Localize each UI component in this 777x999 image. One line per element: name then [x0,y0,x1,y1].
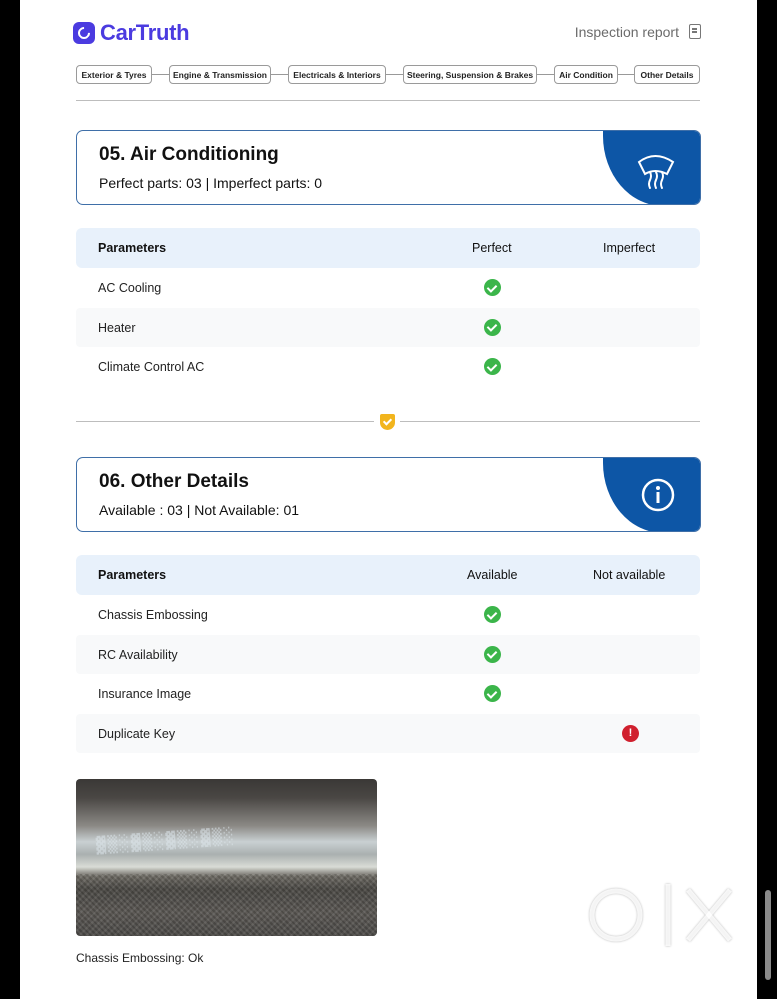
ac-section-card [76,130,701,205]
alert-circle-icon: ! [622,725,639,742]
row-label: AC Cooling [98,281,162,295]
olx-watermark [580,878,740,956]
table-row [76,595,700,635]
check-circle-icon [484,685,501,702]
photo-texture [76,874,377,936]
tab-air-condition[interactable]: Air Condition [554,65,618,84]
ac-table-header [76,228,700,268]
tab-engine-transmission[interactable]: Engine & Transmission [169,65,271,84]
row-label: Insurance Image [98,687,192,701]
row-label: RC Availability [98,647,178,662]
ac-vent-icon [603,130,701,205]
tab-exterior-tyres[interactable]: Exterior & Tyres [76,65,152,84]
table-row [76,268,700,308]
divider-line-left [76,421,374,422]
other-section-summary: Available : 03 | Not Available: 01 [99,502,300,518]
col-perfect: Perfect [472,241,512,255]
col-available: Available [467,568,518,582]
brand-name: CarTruth [100,20,190,45]
cartruth-logo [73,20,189,46]
section-nav [76,65,700,85]
row-label: Duplicate Key [98,726,176,741]
report-page [20,0,757,999]
clipboard-icon[interactable] [689,24,701,39]
other-section-card [76,457,701,532]
photo-caption: Chassis Embossing: Ok [76,951,204,965]
table-row [76,674,700,714]
ac-section-summary: Perfect parts: 03 | Imperfect parts: 0 [99,175,323,191]
row-label: Climate Control AC [98,360,205,374]
tab-electricals-interiors[interactable]: Electricals & Interiors [288,65,386,84]
table-row [76,308,700,348]
check-circle-icon [484,279,501,296]
check-circle-icon [484,606,501,623]
col-parameters: Parameters [98,568,167,582]
section-divider [76,413,700,431]
scrollbar-thumb[interactable] [765,890,771,980]
tab-other-details[interactable]: Other Details [634,65,700,84]
other-table [76,555,700,753]
table-row [76,635,700,675]
col-imperfect: Imperfect [603,241,656,255]
other-table-header [76,555,700,595]
tab-steering-suspension-brakes[interactable]: Steering, Suspension & Brakes [403,65,537,84]
col-parameters: Parameters [98,241,167,255]
check-circle-icon [484,646,501,663]
check-circle-icon [484,358,501,375]
divider-line-right [400,421,700,422]
header [73,18,701,48]
header-divider [76,100,700,101]
embossed-number: ▓▒░▓▒░▓▒░▓▒░ [95,826,237,855]
other-badge [603,457,701,532]
info-icon [603,457,701,532]
shield-check-icon [380,414,395,430]
other-section-title: 06. Other Details [99,471,249,492]
table-row [76,347,700,387]
ac-section-title: 05. Air Conditioning [99,144,279,165]
ac-badge [603,130,701,205]
olx-logo-icon [580,878,740,956]
check-circle-icon [484,319,501,336]
cartruth-logo-icon [73,22,95,44]
chassis-embossing-photo[interactable] [76,779,377,936]
row-label: Heater [98,320,136,335]
inspection-report-label[interactable]: Inspection report [574,24,679,40]
col-not-available: Not available [593,568,666,582]
ac-table [76,228,700,387]
table-row [76,714,700,754]
row-label: Chassis Embossing [98,608,208,622]
